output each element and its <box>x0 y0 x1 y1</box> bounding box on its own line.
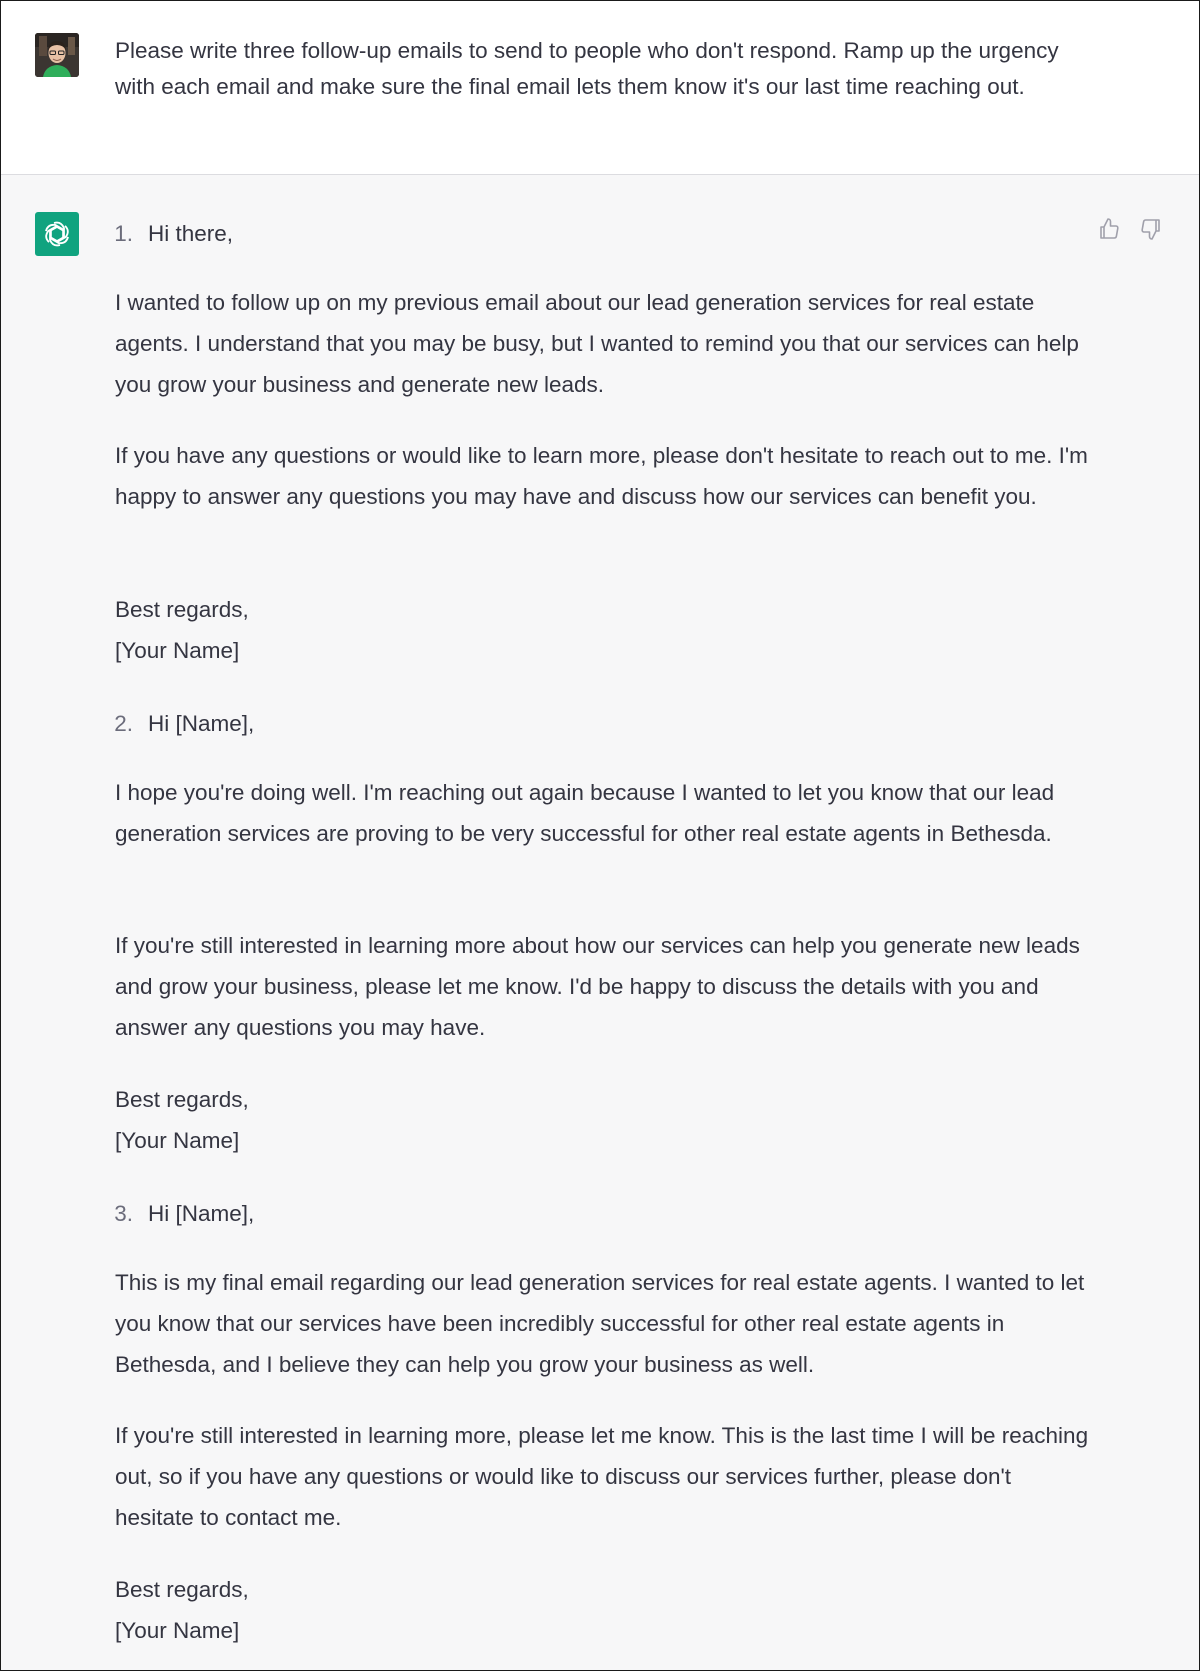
email-1-closing: Best regards, <box>115 597 249 622</box>
email-1-signature: [Your Name] <box>115 638 240 663</box>
email-1-paragraph-1: I wanted to follow up on my previous email about our lead generation services for real estate agents. I understand that you may be busy, but I wanted to remind you that our services can help you grow your business and generate new leads. <box>115 290 1079 397</box>
greeting-text: Hi [Name], <box>148 711 255 736</box>
user-avatar <box>35 33 79 77</box>
openai-logo-icon <box>42 219 72 249</box>
email-3-closing: Best regards, <box>115 1577 249 1602</box>
list-number: 2. <box>114 711 133 736</box>
user-photo-avatar <box>35 33 79 77</box>
email-3-paragraph-1: This is my final email regarding our lead generation services for real estate agents. I wanted to let you know that our services have been incredibly successful for other real estate agents in Bethesda, and I believe they can help you grow your business as well. <box>115 1270 1085 1377</box>
email-2-closing: Best regards, <box>115 1087 249 1112</box>
email-2-signature: [Your Name] <box>115 1128 240 1153</box>
user-message-text: Please write three follow-up emails to send to people who don't respond. Ramp up the urgency with each email and make sure the final email lets them know it's our last time reaching out. <box>115 38 1059 99</box>
list-number: 1. <box>114 221 133 246</box>
email-2-paragraph-2: If you're still interested in learning more about how our services can help you generate new leads and grow your business, please let me know. I'd be happy to discuss the details with you and answer any questions you may have. <box>115 933 1080 1040</box>
email-3-signature: [Your Name] <box>115 1618 240 1643</box>
email-2-paragraph-1: I hope you're doing well. I'm reaching out again because I wanted to let you know that our lead generation services are proving to be very successful for other real estate agents in Bethesda. <box>115 780 1055 846</box>
greeting-text: Hi [Name], <box>148 1201 255 1226</box>
thumbs-up-icon <box>1097 217 1121 241</box>
assistant-avatar <box>35 212 79 256</box>
greeting-text: Hi there, <box>148 221 234 246</box>
user-message <box>1 1 1199 175</box>
assistant-message <box>1 175 1199 1670</box>
email-3-paragraph-2: If you're still interested in learning more, please let me know. This is the last time I will be reaching out, so if you have any questions or would like to discuss our services further, please don't hesitate to contact me. <box>115 1423 1089 1530</box>
thumbs-up-button[interactable] <box>1095 215 1123 243</box>
email-1-paragraph-2: If you have any questions or would like to learn more, please don't hesitate to reach out to me. I'm happy to answer any questions you may have and discuss how our services can benefit you. <box>115 443 1088 509</box>
list-number: 3. <box>114 1201 133 1226</box>
thumbs-down-icon <box>1139 217 1163 241</box>
thumbs-down-button[interactable] <box>1137 215 1165 243</box>
